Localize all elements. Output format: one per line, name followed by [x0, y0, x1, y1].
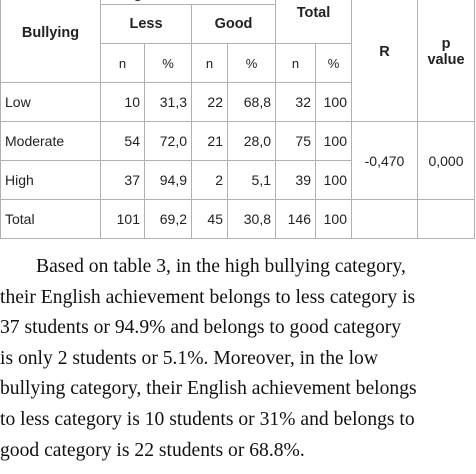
good-pct-header: %	[228, 44, 276, 83]
total-pct-header: %	[316, 44, 352, 83]
r-header: R	[352, 0, 418, 122]
total-n-cell: 146	[276, 200, 316, 239]
good-n-cell: 21	[192, 122, 228, 161]
paragraph-line: to less category is 10 students or 31% and belongs to	[0, 408, 415, 430]
good-n-cell: 2	[192, 161, 228, 200]
total-n-cell: 39	[276, 161, 316, 200]
less-n-cell: 54	[101, 122, 145, 161]
good-n-cell: 45	[192, 200, 228, 239]
total-n-cell: 32	[276, 83, 316, 122]
paragraph-line: good category is 22 students or 68.8%.	[0, 439, 305, 461]
total-pct-cell: 100	[316, 83, 352, 122]
row-category: High	[1, 161, 101, 200]
total-pct-cell: 100	[316, 200, 352, 239]
row-category: Total	[1, 200, 101, 239]
p-value-header	[418, 0, 475, 122]
less-n-header: n	[101, 44, 145, 83]
p-value-cell: 0,000	[418, 122, 475, 200]
total-n-cell: 75	[276, 122, 316, 161]
row-category: Moderate	[1, 122, 101, 161]
good-pct-cell: 5,1	[228, 161, 276, 200]
r-empty-cell	[352, 200, 418, 239]
paragraph-line: their English achievement belongs to less category is	[0, 286, 416, 308]
good-n-cell: 22	[192, 83, 228, 122]
total-pct-cell: 100	[316, 122, 352, 161]
less-pct-cell: 31,3	[145, 83, 192, 122]
paragraph-line: bullying category, their English achievement belongs	[0, 378, 417, 400]
good-header: Good	[192, 5, 276, 44]
p-value-header-line2: value	[427, 52, 465, 68]
less-pct-header: %	[145, 44, 192, 83]
row-category: Low	[1, 83, 101, 122]
less-n-cell: 37	[101, 161, 145, 200]
total-n-header: n	[276, 44, 316, 83]
less-n-cell: 101	[101, 200, 145, 239]
good-pct-cell: 28,0	[228, 122, 276, 161]
total-pct-cell: 100	[316, 161, 352, 200]
p-value-header-line1: p	[441, 36, 451, 52]
less-pct-cell: 72,0	[145, 122, 192, 161]
paragraph-line: Based on table 3, in the high bullying category,	[36, 256, 406, 277]
table-row-total	[1, 200, 475, 239]
paragraph-line: is only 2 students or 5.1%. Moreover, in the low	[0, 347, 378, 369]
body-paragraph	[0, 252, 476, 466]
bullying-header: Bullying	[1, 0, 101, 83]
less-n-cell: 10	[101, 83, 145, 122]
less-pct-cell: 94,9	[145, 161, 192, 200]
good-pct-cell: 68,8	[228, 83, 276, 122]
p-empty-cell	[418, 200, 475, 239]
r-value-cell: -0,470	[352, 122, 418, 200]
good-n-header: n	[192, 44, 228, 83]
paragraph-line: 37 students or 94.9% and belongs to good category	[0, 317, 402, 339]
less-pct-cell: 69,2	[145, 200, 192, 239]
total-header: Total	[276, 0, 352, 44]
table-row	[1, 122, 475, 161]
less-header: Less	[101, 5, 192, 44]
good-pct-cell: 30,8	[228, 200, 276, 239]
